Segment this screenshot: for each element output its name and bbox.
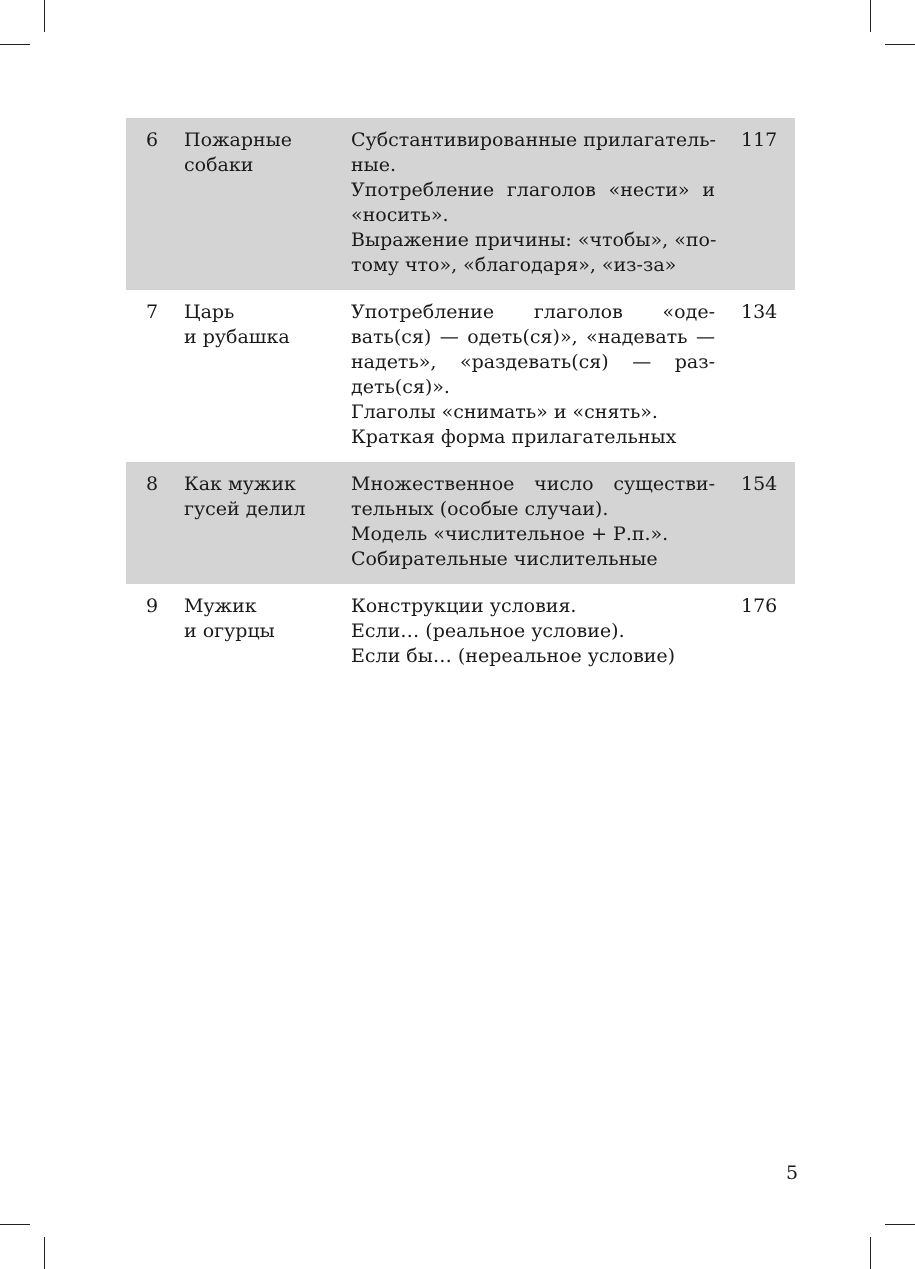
- lesson-topic-line: Множественное число существи-: [351, 473, 715, 495]
- lesson-number-text: 9: [146, 595, 159, 617]
- toc-row: [126, 118, 795, 290]
- crop-mark: [44, 0, 45, 32]
- crop-mark: [870, 0, 871, 32]
- crop-mark: [870, 1237, 871, 1269]
- crop-mark: [0, 44, 30, 45]
- lesson-page-number: 154: [741, 473, 778, 495]
- lesson-topic-line: надеть», «раздевать(ся) — раз-: [351, 351, 715, 373]
- lesson-number: [126, 300, 184, 325]
- lesson-topics: [351, 128, 715, 278]
- lesson-topics: [351, 472, 715, 572]
- crop-mark: [885, 1224, 915, 1225]
- lesson-title-line: Мужик: [184, 595, 257, 617]
- lesson-number-text: 7: [146, 301, 159, 323]
- crop-mark: [44, 1237, 45, 1269]
- lesson-page: [715, 594, 795, 619]
- lesson-title-line: и рубашка: [184, 326, 290, 348]
- toc-row: [126, 584, 795, 681]
- lesson-number-text: 8: [146, 473, 159, 495]
- lesson-topic-line: тельных (особые случаи).: [351, 498, 609, 520]
- lesson-topic-line: Употребление глаголов «нести» и: [351, 179, 715, 201]
- lesson-number: [126, 128, 184, 153]
- lesson-title-line: Как мужик: [184, 473, 296, 495]
- lesson-page: [715, 300, 795, 325]
- lesson-page: [715, 472, 795, 497]
- lesson-topic-line: Употребление глаголов «оде-: [351, 301, 715, 323]
- lesson-page-number: 134: [741, 301, 778, 323]
- toc-row: [126, 290, 795, 462]
- lesson-topic-line: Если… (реальное условие).: [351, 620, 625, 642]
- lesson-title: [184, 472, 351, 522]
- table-of-contents: [126, 118, 795, 681]
- lesson-title-line: Пожарные: [184, 129, 293, 151]
- lesson-topic-line: «носить».: [351, 204, 449, 226]
- lesson-topic-line: вать(ся) — одеть(ся)», «надевать —: [351, 326, 715, 348]
- lesson-topic-line: деть(ся)».: [351, 376, 450, 398]
- lesson-topic-line: Собирательные числительные: [351, 548, 658, 570]
- lesson-title-line: гусей делил: [184, 498, 306, 520]
- lesson-page-number: 176: [741, 595, 778, 617]
- lesson-topic-line: Выражение причины: «чтобы», «по-: [351, 229, 717, 251]
- lesson-topic-line: ные.: [351, 154, 397, 176]
- lesson-topic-line: Если бы… (нереальное условие): [351, 645, 676, 667]
- lesson-number: [126, 472, 184, 497]
- crop-mark: [885, 44, 915, 45]
- lesson-page: [715, 128, 795, 153]
- lesson-title: [184, 300, 351, 350]
- lesson-topic-line: Конструкции условия.: [351, 595, 577, 617]
- lesson-title: [184, 128, 351, 178]
- lesson-title-line: и огурцы: [184, 620, 275, 642]
- lesson-topics: [351, 594, 715, 669]
- lesson-page-number: 117: [741, 129, 778, 151]
- lesson-topics: [351, 300, 715, 450]
- lesson-topic-line: Субстантивированные прилагатель-: [351, 129, 716, 151]
- lesson-title-line: Царь: [184, 301, 235, 323]
- lesson-topic-line: Модель «числительное + Р.п.».: [351, 523, 669, 545]
- lesson-title-line: собаки: [184, 154, 254, 176]
- lesson-title: [184, 594, 351, 644]
- crop-mark: [0, 1224, 30, 1225]
- lesson-topic-line: тому что», «благодаря», «из-за»: [351, 254, 677, 276]
- toc-row: [126, 462, 795, 584]
- page-number: 5: [785, 1162, 799, 1184]
- lesson-topic-line: Глаголы «снимать» и «снять».: [351, 401, 658, 423]
- lesson-number: [126, 594, 184, 619]
- lesson-number-text: 6: [146, 129, 159, 151]
- lesson-topic-line: Краткая форма прилагательных: [351, 426, 677, 448]
